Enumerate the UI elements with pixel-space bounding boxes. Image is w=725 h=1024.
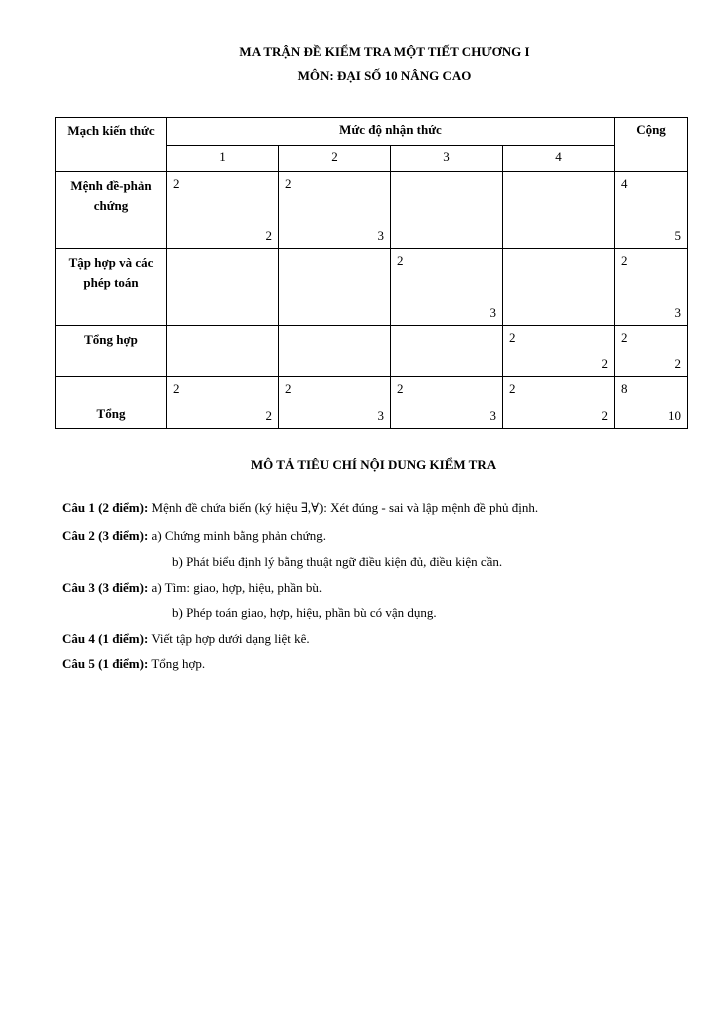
matrix-cell: 2 3 [391,249,503,326]
level-2: 2 [279,146,391,172]
document-title: MA TRẬN ĐỀ KIỂM TRA MỘT TIẾT CHƯƠNG I [239,44,530,59]
level-3: 3 [391,146,503,172]
matrix-cell: 2 3 [279,172,391,249]
table-row [56,377,688,429]
matrix-cell [279,249,391,326]
criteria-item: Câu 5 (1 điểm): Tổng hợp. [62,656,206,671]
document-subtitle: MÔN: ĐẠI SỐ 10 NÂNG CAO [297,68,472,83]
matrix-cell [167,326,279,377]
matrix-cell: 2 2 [167,377,279,429]
total-cell: 2 2 [615,326,688,377]
matrix-cell: 2 2 [503,377,615,429]
level-4: 4 [503,146,615,172]
matrix-cell [391,172,503,249]
matrix-cell: 2 3 [391,377,503,429]
header-topic: Mạch kiến thức [56,118,167,172]
matrix-cell [167,249,279,326]
matrix-cell [503,172,615,249]
row-label: Tập hợp và các phép toán [56,249,167,326]
row-label: Tổng [56,377,167,429]
matrix-cell [391,326,503,377]
table-row [56,326,688,377]
row-label: Mệnh đề-phản chứng [56,172,167,249]
criteria-item: Câu 3 (3 điểm): a) Tìm: giao, hợp, hiệu, phần bù. [62,580,323,595]
total-cell: 8 10 [615,377,688,429]
criteria-item: Câu 1 (2 điểm): Mệnh đề chứa biến (ký hiệu ∃,∀): Xét đúng - sai và lập mệnh đề phủ định. [62,500,539,515]
assessment-matrix-table [55,117,688,429]
criteria-item: Câu 2 (3 điểm): a) Chứng minh bằng phản chứng. [62,528,326,543]
row-label: Tổng hợp [56,326,167,377]
total-cell: 4 5 [615,172,688,249]
header-total: Cộng [615,118,688,172]
level-1: 1 [167,146,279,172]
table-row [56,172,688,249]
matrix-cell [279,326,391,377]
matrix-cell: 2 3 [279,377,391,429]
header-level: Mức độ nhận thức [167,118,615,146]
total-cell: 2 3 [615,249,688,326]
criteria-item: Câu 4 (1 điểm): Viết tập hợp dưới dạng liệt kê. [62,631,310,646]
section-title: MÔ TẢ TIÊU CHÍ NỘI DUNG KIỂM TRA [250,457,497,472]
matrix-cell: 2 2 [167,172,279,249]
table-row [56,249,688,326]
criteria-subitem: b) Phép toán giao, hợp, hiệu, phần bù có vận dụng. [172,605,437,620]
matrix-cell [503,249,615,326]
matrix-cell: 2 2 [503,326,615,377]
criteria-subitem: b) Phát biểu định lý bằng thuật ngữ điều kiện đủ, điều kiện cần. [172,554,503,569]
